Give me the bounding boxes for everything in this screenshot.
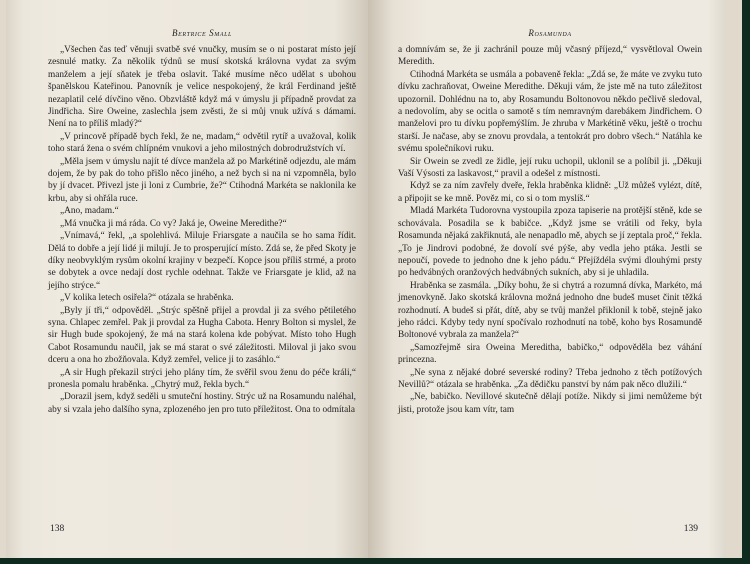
paragraph: „Ano, madam.“: [60, 206, 119, 217]
paragraph: „Dorazil jsem, když seděli u smuteční hostiny. Strýc už na Rosamundu naléhal, aby si vzala jeho dalšího syna, zplozeného jen pro tuto příležitost. Ona to odmítala: [48, 392, 356, 415]
paragraph: Sir Owein se zvedl ze židle, její ruku uchopil, uklonil se a políbil ji. „Děkuji Vaší Výsosti za laskavost,“ pravil a odešel z místnosti.: [398, 156, 702, 180]
paragraph: Když se za ním zavřely dveře, řekla hraběnka klidně: „Už můžeš vylézt, dítě, a připojit se ke mně. Pověz mi, co si o tom myslíš.“: [398, 181, 702, 204]
paragraph: „Má vnučka ji má ráda. Co vy? Jaká je, Oweine Meredithe?“: [60, 218, 287, 229]
paragraph: „Měla jsem v úmyslu najít té dívce manžela až po Markétině odjezdu, ale mám dojem, že by pak do toho přišlo něco jiného, a než bych si na ni vzpomněla, bylo by jí dvacet. Přivezl jste ji loni z Cumbrie, že?“ Ctihodná Markéta se naklonila ke krbu, aby si ohřála ruce.: [48, 156, 356, 204]
paragraph: „Vnímavá,“ řekl, „a spolehlivá. Miluje Friarsgate a naučila se ho sama řídit. Dělá to dobře a její lidé ji milují. Je to prosperující místo. Zdá se, že před Skoty je díky neobvyklým rysům okolní krajiny v bezpečí. Kopce jsou příliš strmé, a proto se dobytek a ovce nedají dost rychle odehnat. Takže ve Friarsgate je klid, až na jejího strýce.“: [48, 231, 356, 291]
left-running-header: Bertrice Small: [172, 28, 232, 38]
right-page: [368, 0, 728, 558]
page-edges-right: [726, 0, 742, 558]
paragraph: „Samozřejmě sira Oweina Mereditha, babičko,“ odpověděla bez váhání princezna.: [398, 342, 702, 366]
paragraph: „A sir Hugh překazil strýci jeho plány tím, že svěřil svou ženu do péče králi,“ pronesla pomalu hraběnka. „Chytrý muž, řekla bych.“: [48, 367, 356, 390]
paragraph: „Byly jí tři,“ odpověděl. „Strýc spěšně přijel a provdal ji za svého pětiletého syna. Chlapec zemřel. Pak ji provdal za Hugha Cabota. Henry Bolton si myslel, že sir Hugh bude spokojený, že má na stará kolena kde pobývat. Místo toho Hugh Cabot Rosamundu naučil, jak se má starat o své záležitosti. Miloval ji jako svou dceru a ona ho zbožňovala. Když zemřel, velice ji to zasáhlo.“: [48, 305, 356, 366]
right-page-number: 139: [683, 524, 698, 534]
paragraph: Ctihodná Markéta se usmála a pobaveně řekla: „Zdá se, že máte ve zvyku tuto dívku zachraňovat, Oweine Meredithe. Děkuji vám, že jste mě na tuto záležitost upozornil. Dohlédnu na to, aby Rosamundu Boltonovou někdo pečlivě sledoval, a nedovolím, aby se ocitla o samotě s tím nemravným darebákem Jindřichem. O manželovi pro tu dívku popřemýšlím. Je zhruba v Markétině věku, ještě o trochu starší. Je načase, aby se znovu provdala, a tentokrát pro dobro všech.“ Natáhla ke svému společníkovi ruku.: [398, 69, 702, 155]
paragraph: a domnívám se, že ji zachránil pouze můj včasný příjezd,“ vysvětloval Owein Meredith.: [398, 45, 702, 68]
paragraph: Hraběnka se zasmála. „Díky bohu, že si chytrá a rozumná dívka, Markéto, má jmenovkyně. Jako skotská královna možná jednoho dne budeš muset činit těžká rozhodnutí. A budeš si přát, dítě, aby se tvůj manžel přiklonil k tobě, stejně jako jeho rádci. Kdyby tedy nyní spočívalo rozhodnutí na tobě, koho bys Rosamundě Boltonové vybrala za manžela?“: [398, 280, 702, 341]
paragraph: Mladá Markéta Tudorovna vystoupila zpoza tapiserie na protější stěně, kde se schovávala. Posadila se k babičce. „Když jsme se vrátili od řeky, byla Rosamunda nějaká zakřiknutá, ale nenapadlo mě, abych se jí zeptala proč,“ řekla. „To je Jindrovi podobné, že dovolí své pýše, aby vedla jeho ptáka. Jestli se nepoučí, povede to jednoho dne k jeho pádu.“ Přejíždéla svými dlouhými prsty po hedvábných oranžových hedvábných sukních, aby si je uhladila.: [398, 206, 702, 279]
left-page: [4, 0, 368, 558]
open-book: [4, 0, 744, 558]
page-edges-left: [0, 0, 6, 558]
paragraph: „V kolika letech osiřela?“ otázala se hraběnka.: [60, 293, 234, 304]
left-page-text: [48, 44, 356, 416]
paragraph: „Ne, babičko. Nevillové skutečně dělají potíže. Nikdy si jimi nemůžeme být jisti, protože jsou kam vítr, tam: [398, 392, 702, 415]
paragraph: „Ne syna z nějaké dobré severské rodiny? Třeba jednoho z těch potížových Nevillů?“ otázala se hraběnka. „Za dědičku panství by nám pak něco dlužili.“: [398, 367, 702, 390]
left-page-number: 138: [50, 524, 65, 534]
right-running-header: Rosamunda: [528, 28, 572, 38]
paragraph: „V princově případě bych řekl, že ne, madam,“ odvětil rytíř a uvažoval, kolik toho stará žena o svém chlípném vnukovi a jeho milostných dobrodružstvích ví.: [48, 131, 356, 155]
paragraph: „Všechen čas teď věnuji svatbě své vnučky, musím se o ni postarat místo její zesnulé matky. Za několik týdnů se musí skotská královna vydat za svým manželem a její sňatek je třeba oslavit. Také musíme něco udělat s ubohou španělskou Kateřinou. Panovník je velice nespokojený, že král Ferdinand ještě nezaplatil celé dívčino věno. Obzvláště když má v úmyslu ji případně provdat za Jindřicha. Sire Oweine, zaslechla jsem zvěsti, že si můj vnuk užívá s dámami. Není na to příliš mladý?“: [48, 45, 356, 130]
right-page-text: [398, 44, 702, 416]
